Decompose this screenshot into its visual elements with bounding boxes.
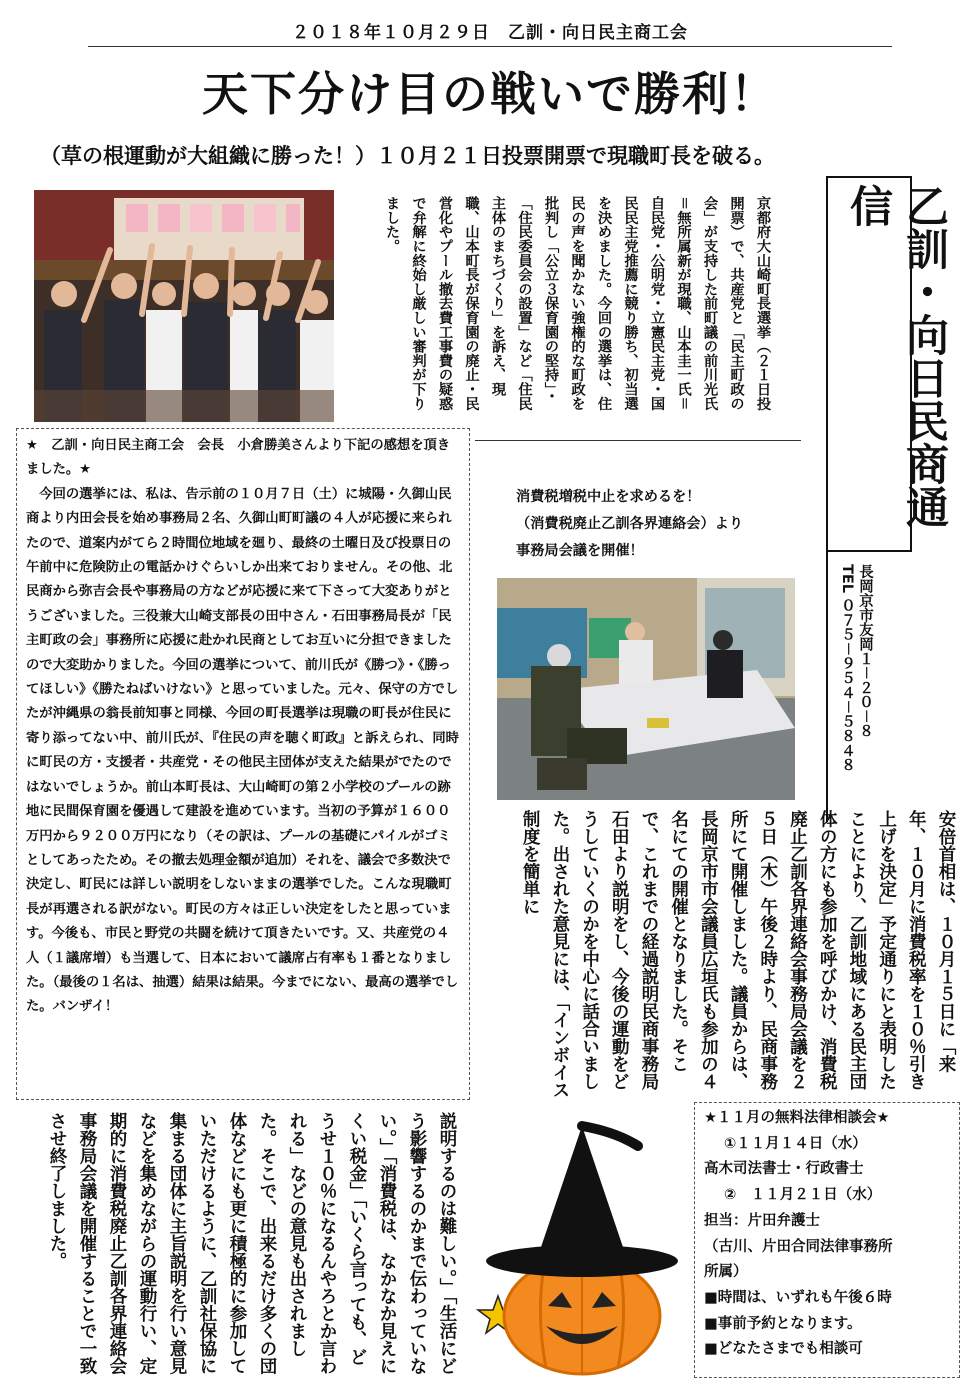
tax-heading-line1: 消費税増税中止を求めるを！ [516,489,701,505]
dateline: ２０１８年１０月２９日 乙訓・向日民主商工会 [292,23,688,43]
greeting-message [26,434,462,1020]
legal-note-anyone: ■どなたさまでも相談可 [704,1341,863,1358]
tax-heading [516,484,743,565]
contact-tel: TEL ０７５－９５４－５８４８ [839,564,855,773]
section-rule [475,440,801,441]
victory-celebration-photo [34,190,334,422]
contact-info [838,564,874,814]
legal-date-2: ② １１月２１日（水） [724,1187,882,1204]
subheadline: （草の根運動が大組織に勝った！）１０月２１日投票開票で現職町長を破る。 [40,144,775,168]
meeting-photo [497,578,795,800]
legal-date-1: ①１１月１４日（水） [724,1135,867,1152]
election-article: 京都府大山崎町長選挙（２１日投開票）で、共産党と「民主町政の会」が支持した前町議の前川光氏＝無所属新が現職、山本圭一氏＝自民党・公明党・立憲民主党・国民民主党推薦に競り勝ち、初当選を決めました。今回の選挙は、住民の声を聞かない強権的な町政を批判し「公立３保育園の堅持」・「住民委員会の設置」など「住民主体のまちづくり」を訴え、現職、山本町長が保育園の廃止・民営化やプール撤去費工事費の疑惑で弁解に終始し厳しい審判が下りました。 [384,196,771,411]
legal-office-2: 所属） [704,1264,748,1281]
headline: 天下分け目の戦いで勝利！ [202,67,778,121]
legal-lawyer-2: 担当：片田弁護士 [704,1212,820,1229]
legal-note-reservation: ■事前予約となります。 [704,1315,862,1332]
legal-title: ★１１月の無料法律相談会★ [704,1110,890,1126]
legal-consultation [704,1106,956,1363]
tax-article-part2: 説明するのは難しい。」「生活にどう影響するのかまで伝わっていない。」「消費税は、なかなか見えにくい税金」「いくら言っても、どうせ１０％になるんやろとか言われる」などの意見も出されました。そこで、出来るだけ多くの団体などにも更に積極的に参加していただけるように、乙訓社保協に集まる団体に主旨説明を行い意見などを集めながらの運動行い、定期的に消費税廃止乙訓各界連絡会事務局会議を開催することで一致させ終了しました。 [47,1112,457,1375]
tax-heading-line2: （消費税廃止乙訓各界連絡会）より [516,516,744,532]
legal-office: （古川、片田合同法律事務所 [704,1238,893,1255]
masthead-title: 乙訓・向日民商通信 [843,184,949,528]
header-rule [88,46,892,47]
legal-note-time: ■時間は、いずれも午後６時 [704,1289,892,1306]
legal-lawyer-1: 高木司法書士・行政書士 [704,1161,864,1178]
greeting-body: 今回の選挙には、私は、告示前の１０月７日（土）に城陽・久御山民商より内田会長を始め事務局２名、久御山町町議の４人が応援に来られたので、道案内がてら２時間位地域を廻り、最終の土曜日及び投票日の午前中に危険防止の電話かけぐらいしか出来ておりません。その他、北民商から弥吉会長や事務局の方などが応援に来て下さって大変ありがとうございました。三役兼大山崎支部長の田中さん・石田事務局長が「民主町政の会」事務所に応援に赴かれ民商としてお互いに分担できましたので大変助かりました。今回の選挙について、前川氏が《勝つ》・《勝ってほしい》《勝たねばいけない》と思っていました。元々、保守の方でしたが沖縄県の翁長前知事と同様、今回の町長選挙は現職の町長が住民に寄り添ってない中、前川氏が、『住民の声を聴く町政』と訴えられ、同時に町民の方・支援者・共産党・その他民主団体が支えた結果がでたのではないでしょうか。前山本町長は、大山崎町の第２小学校のプールの跡地に民間保育園を優遇して建設を進めています。当初の予算が１６００万円から９２００万円になり（その訳は、プールの基礎にパイルがゴミとしてあったため。その撤去処理金額が追加）それを、議会で多数決で決定し、町民には詳しい説明をしないままの選挙でした。こんな現職町長が再選される訳がない。町民の方々は正しい決定をしたと思っています。今後も、市民と野党の共闘を続けて頂きたいです。又、共産党の４人（１議席増）も当選して、日本において議席占有率も１番となりました。（最後の１名は、抽選）結果は結果。今までにない、最高の選挙でした。バンザイ！ [26,486,459,1015]
halloween-pumpkin-illustration [476,1116,688,1378]
contact-address: 長岡京市友岡１－２０－８ [857,564,873,738]
greeting-title: ★ 乙訓・向日民主商工会 会長 小倉勝美さんより下記の感想を頂きました。★ [26,438,451,478]
tax-heading-line3: 事務局会議を開催！ [516,543,644,559]
tax-article-part1: 安倍首相は、１０月１５日に「来年、１０月に消費税率を１０％引き上げを決定」予定通りにと表明したことにより、乙訓地域にある民主団体の方にも参加を呼びかけ、消費税廃止乙訓各界連絡会事務局会議を２５日（木）午後２時より、民商事務所にて開催しました。議員からは、長岡京市市会議員広垣氏も参加の４名にての開催となりました。そこで、これまでの経過説明民商事務局石田より説明をし、今後の運動をどうしていくのかを中心に話合いました。出された意見には、「インボイス制度を簡単に [520,810,956,1099]
